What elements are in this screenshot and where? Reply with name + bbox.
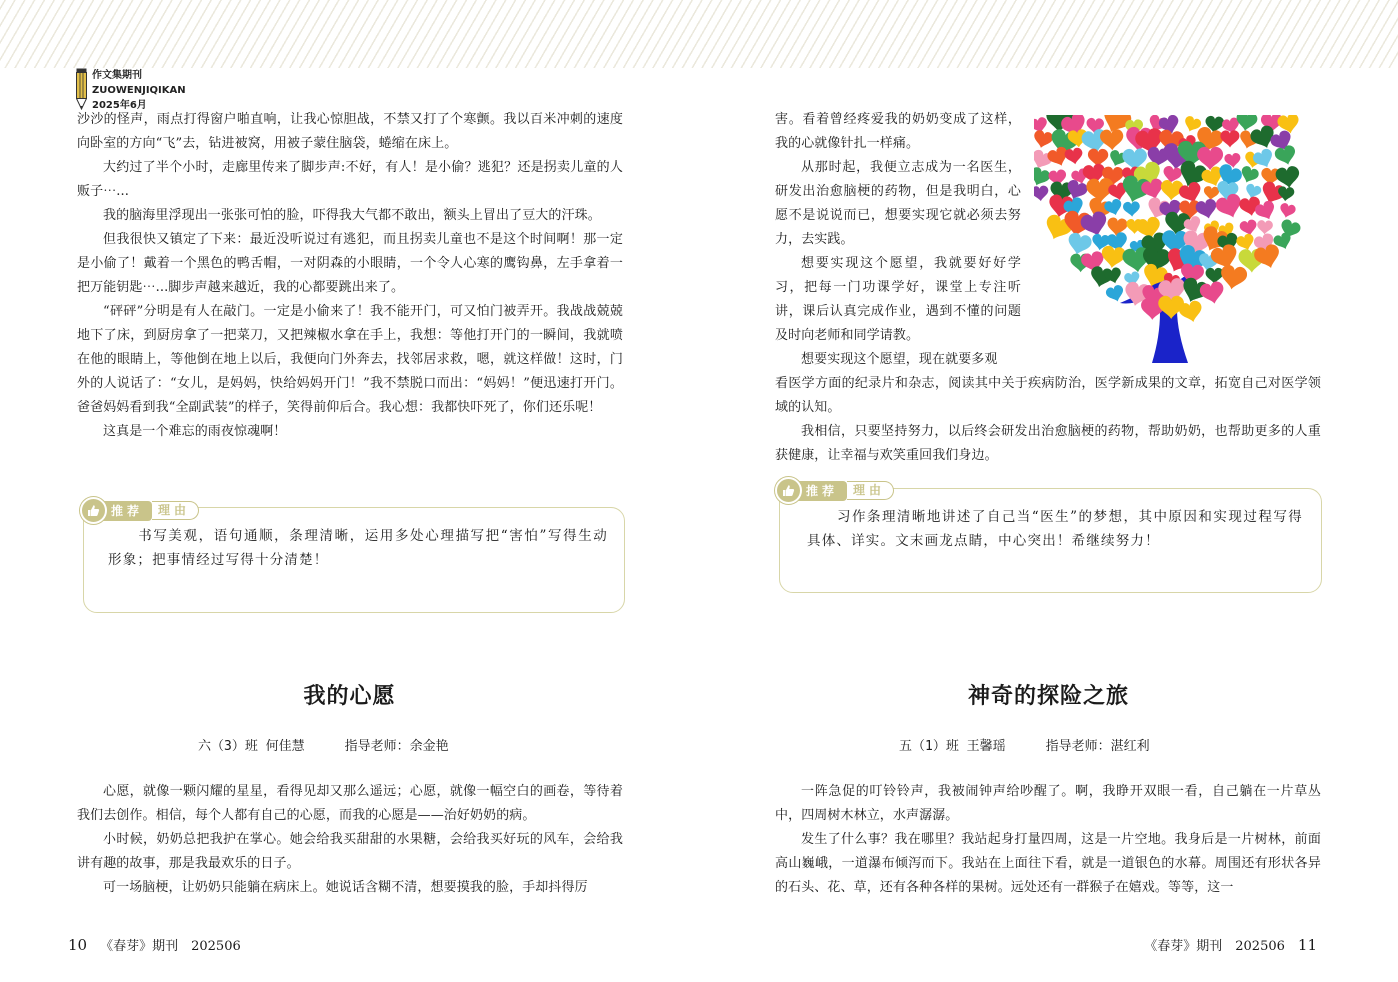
- recommend-badge: [80, 497, 199, 524]
- brand-cn: 作文集期刊: [92, 70, 142, 81]
- journal-name: 《春芽》期刊: [1144, 939, 1223, 954]
- right-page: [699, 0, 1398, 982]
- paragraph: 大约过了半个小时，走廊里传来了脚步声:不好，有人！是小偷？逃犯？还是拐卖儿童的人贩子⋯...: [77, 160, 623, 199]
- brand-text: [92, 68, 186, 113]
- paragraph: 害。看着曾经疼爱我的奶奶变成了这样，我的心就像针扎一样痛。: [775, 112, 1021, 151]
- continued-story-wide: [775, 372, 1321, 468]
- page-number: 10: [68, 936, 88, 954]
- page-number: 11: [1297, 936, 1317, 954]
- paragraph: 但我很快又镇定了下来：最近没听说过有逃犯，而且拐卖儿童也不是这个时间啊！那一定是小偷了！戴着一个黑色的鸭舌帽，一对阴森的小眼睛，一个令人心寒的鹰钩鼻，左手拿着一把万能钥匙⋯...脚步声越来越近，我的心都要跳出来了。: [77, 232, 623, 295]
- byline: [899, 735, 1150, 754]
- recommend-label: 推荐: [97, 501, 152, 521]
- reason-label: 理由: [847, 481, 894, 500]
- heart-leaf-icon: [1251, 147, 1276, 171]
- paragraph: 从那时起，我便立志成为一名医生，研发出治愈脑梗的药物，但是我明白，心愿不是说说而已，想要实现它就必须去努力，去实践。: [775, 160, 1021, 247]
- thumbs-up-icon: [80, 497, 107, 524]
- footer-issue: 202506: [1235, 939, 1285, 954]
- recommend-label: 推荐: [792, 481, 847, 501]
- paragraph: 想要实现这个愿望，现在就要多观: [801, 352, 998, 367]
- article-title: 我的心愿: [303, 683, 396, 709]
- footer-issue: 202506: [191, 939, 241, 954]
- heart-leaf-icon: [1123, 201, 1141, 217]
- journal-name: 《春芽》期刊: [100, 939, 179, 954]
- author: 六（3）班 何佳慧: [198, 739, 305, 754]
- author: 五（1）班 王馨瑶: [899, 739, 1006, 754]
- article-title: 神奇的探险之旅: [967, 683, 1129, 709]
- paragraph: 我的脑海里浮现出一张张可怕的脸，吓得我大气都不敢出，额头上冒出了豆大的汗珠。: [103, 208, 601, 223]
- heart-leaf-icon: [1034, 129, 1054, 150]
- recommend-badge: [775, 477, 894, 504]
- footer: [1144, 935, 1317, 954]
- issue-date: 2025年6月: [92, 100, 147, 111]
- article-body: [775, 780, 1321, 900]
- byline: [198, 735, 449, 754]
- teacher: 指导老师：湛红利: [1045, 739, 1150, 754]
- heart-leaf-icon: [1273, 144, 1298, 167]
- heart-leaf-icon: [1278, 202, 1296, 219]
- heart-leaf-icon: [1105, 284, 1126, 304]
- recommend-text-content: 习作条理清晰地讲述了自己当“医生”的梦想，其中原因和实现过程写得具体、详实。文末画龙点睛，中心突出！希继续努力！: [807, 509, 1304, 549]
- paragraph: 沙沙的怪声，雨点打得窗户啪直响，让我心惊胆战，不禁又打了个寒颤。我以百米冲刺的速度向卧室的方向“飞”去，钻进被窝，用被子蒙住脑袋，蜷缩在床上。: [77, 112, 623, 151]
- paragraph: 我相信，只要坚持努力，以后终会研发出治愈脑梗的药物，帮助奶奶，也帮助更多的人重获健康，让幸福与欢笑重回我们身边。: [775, 424, 1321, 463]
- heart-leaf-icon: [1220, 130, 1239, 147]
- paragraph: 想要实现这个愿望，我就要好好学习，把每一门功课学好，课堂上专注听讲，课后认真完成作业，遇到不懂的问题及时向老师和同学请教。: [775, 256, 1021, 343]
- pencil-icon: [76, 68, 87, 110]
- paragraph: 看医学方面的纪录片和杂志，阅读其中关于疾病防治，医学新成果的文章，拓宽自己对医学领域的认知。: [775, 376, 1321, 415]
- paragraph: 这真是一个难忘的雨夜惊魂啊！: [103, 424, 287, 439]
- heart-leaf-icon: [1100, 129, 1124, 151]
- continued-story-narrow: [775, 108, 1021, 372]
- paragraph: 心愿，就像一颗闪耀的星星，看得见却又那么遥远；心愿，就像一幅空白的画卷，等待着我们去创作。相信，每个人都有自己的心愿，而我的心愿是——治好奶奶的病。: [77, 784, 623, 823]
- paragraph: 一阵急促的叮铃铃声，我被闹钟声给吵醒了。啊，我睁开双眼一看，自己躺在一片草丛中，四周树木林立，水声潺潺。: [775, 784, 1321, 823]
- recommend-text: [807, 505, 1303, 553]
- teacher: 指导老师：余金艳: [344, 739, 449, 754]
- footer: [68, 935, 241, 954]
- continued-story: [77, 108, 623, 444]
- recommend-text-content: 书写美观，语句通顺，条理清晰，运用多处心理描写把“害怕”写得生动形象；把事情经过写得十分清楚！: [108, 528, 609, 568]
- paragraph: 可一场脑梗，让奶奶只能躺在病床上。她说话含糊不清，想要摸我的脸，手却抖得厉: [103, 880, 588, 895]
- heart-leaf-icon: [1066, 232, 1093, 258]
- heart-leaf-icon: [1257, 220, 1273, 235]
- heart-leaf-icon: [1103, 198, 1124, 218]
- heart-leaf-icon: [1205, 268, 1223, 284]
- recommend-text: [108, 524, 608, 572]
- paragraph: “砰砰”分明是有人在敲门。一定是小偷来了！我不能开门，可又怕门被弄开。我战战兢兢地下了床，到厨房拿了一把菜刀，又把辣椒水拿在手上，我想：等他打开门的一瞬间，我就喷在他的眼睛上，等他倒在地上以后，我便向门外奔去，找邻居求救，嗯，就这样做！这时，门外的人说话了：“女儿，是妈妈，快给妈妈开门！”我不禁脱口而出：“妈妈！”便迅速打开门。爸爸妈妈看到我“全副武装”的样子，笑得前仰后合。我心想：我都快吓死了，你们还乐呢！: [77, 304, 623, 415]
- thumbs-up-icon: [775, 477, 802, 504]
- heart-tree-icon: [1034, 115, 1309, 363]
- heart-leaf-icon: [1277, 186, 1295, 202]
- article-body: [77, 780, 623, 900]
- reason-label: 理由: [152, 501, 199, 520]
- heart-leaf-icon: [1034, 185, 1049, 202]
- paragraph: 小时候，奶奶总把我护在掌心。她会给我买甜甜的水果糖，会给我买好玩的风车，会给我讲有趣的故事，那是我最欢乐的日子。: [77, 832, 623, 871]
- heart-leaf-icon: [1203, 186, 1220, 201]
- brand-en: ZUOWENJIQIKAN: [92, 85, 186, 96]
- paragraph: 发生了什么事？我在哪里？我站起身打量四周，这是一片空地。我身后是一片树林，前面高山巍峨，一道瀑布倾泻而下。我站在上面往下看，就是一道银色的水幕。周围还有形状各异的石头、花、草，还有各种各样的果树。远处还有一群猴子在嬉戏。等等，这一: [775, 832, 1321, 895]
